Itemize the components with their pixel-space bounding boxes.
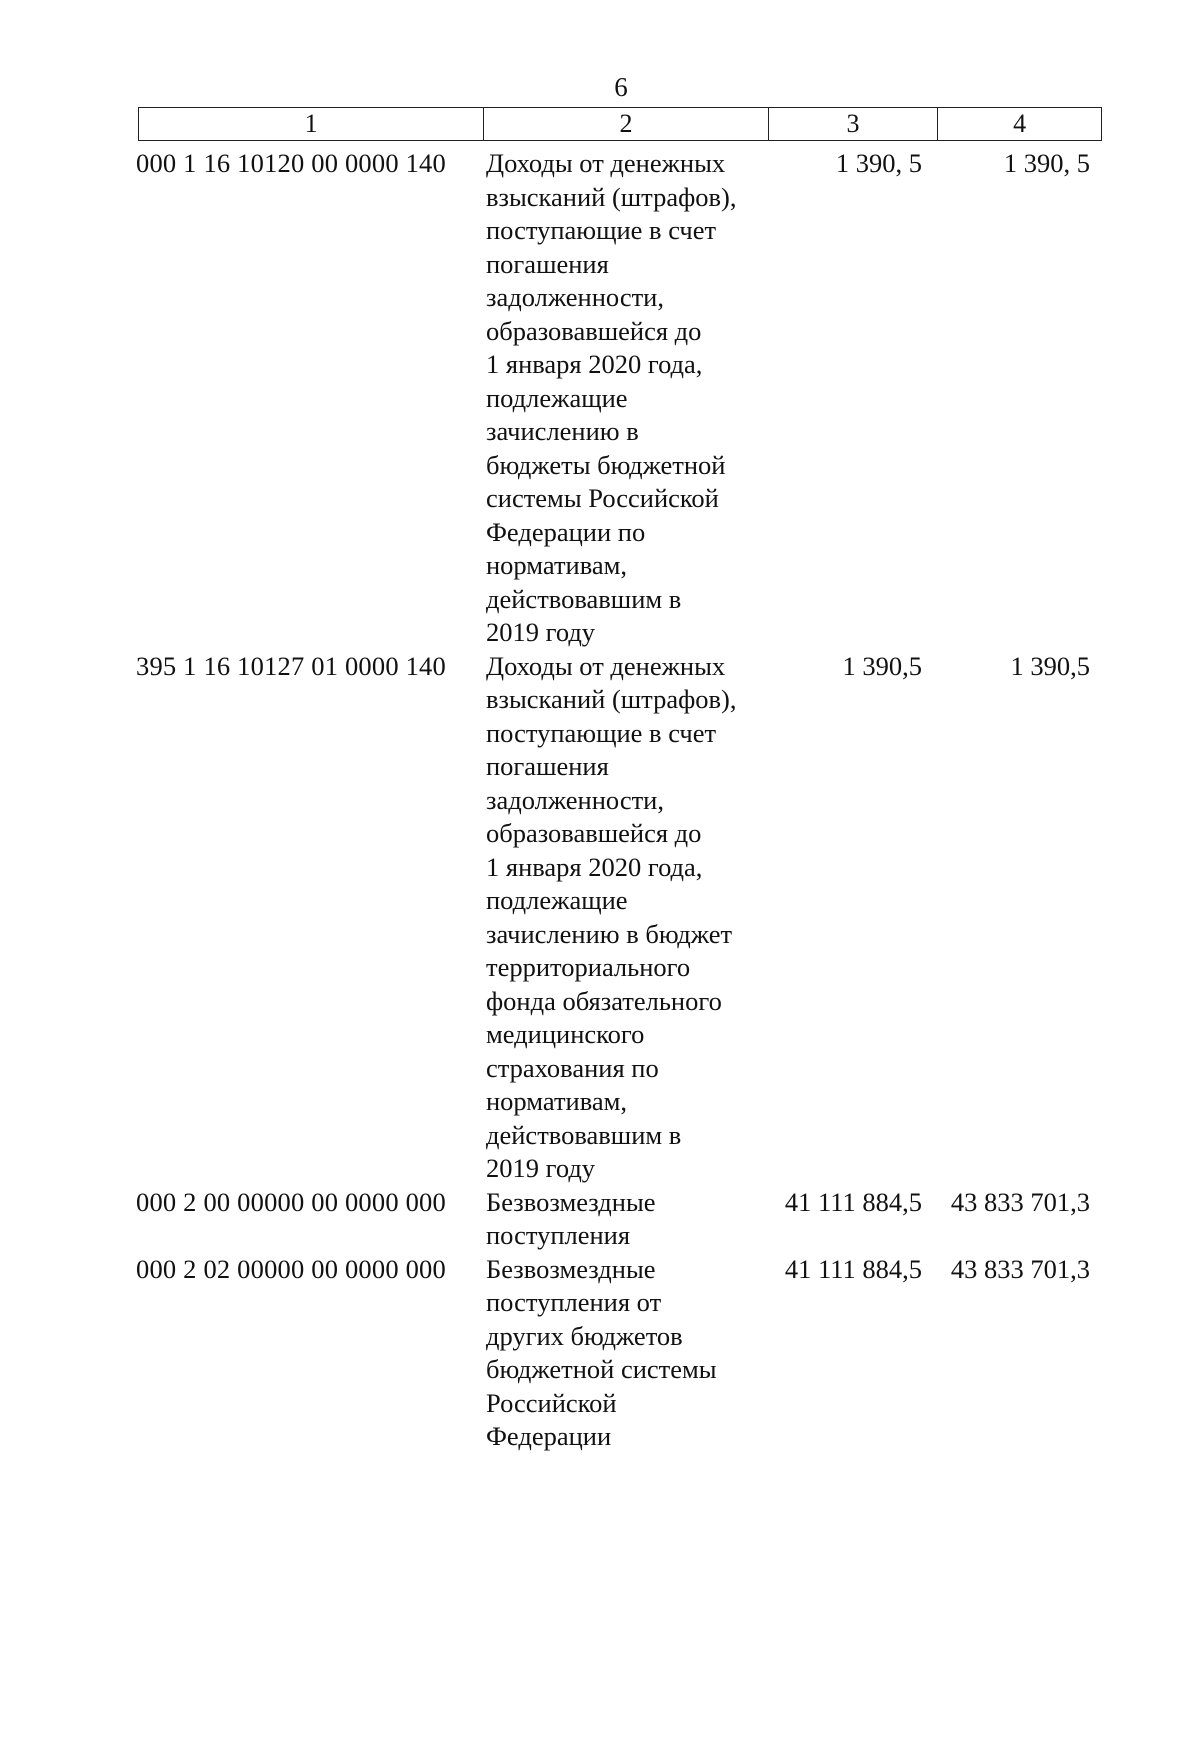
table-row: [136, 1186, 1106, 1253]
header-cell-2: 2: [484, 108, 768, 140]
amount-col4: 43 833 701,3: [950, 1253, 1090, 1284]
income-description: Безвозмездные поступления от других бюджетов бюджетной системы Российской Федерации: [486, 1253, 717, 1451]
table-body: [136, 147, 1106, 1454]
table-header: [138, 107, 1102, 141]
budget-code: 395 1 16 10127 01 0000 140: [136, 650, 446, 681]
budget-code: 000 1 16 10120 00 0000 140: [136, 148, 446, 178]
income-description: Безвозмездные поступления: [486, 1186, 656, 1250]
amount-col4: 1 390, 5: [1003, 148, 1090, 178]
table-row: [136, 650, 1106, 1186]
page-number: 6: [614, 72, 628, 102]
header-cell-1: 1: [139, 108, 484, 140]
amount-col4: 43 833 701,3: [950, 1186, 1090, 1217]
amount-col3: 41 111 884,5: [784, 1253, 922, 1284]
table-row: [136, 1253, 1106, 1454]
income-description: Доходы от денежных взысканий (штрафов), поступающие в счет погашения задолженности, образовавшейся до 1 января 2020 года, подлежащие зачислению в бюджеты бюджетной системы Российской Федерации по нормативам, действовавшим в 2019 году: [486, 148, 737, 647]
budget-code: 000 2 00 00000 00 0000 000: [136, 1186, 446, 1217]
income-description: Доходы от денежных взысканий (штрафов), поступающие в счет погашения задолженности, образовавшейся до 1 января 2020 года, подлежащие зачислению в бюджет территориального фонда обязательного медицинского страхования по нормативам, действовавшим в 2019 году: [486, 650, 737, 1183]
budget-code: 000 2 02 00000 00 0000 000: [136, 1253, 446, 1284]
amount-col3: 41 111 884,5: [784, 1186, 922, 1217]
table-row: [136, 147, 1106, 650]
amount-col3: 1 390, 5: [835, 148, 922, 178]
amount-col3: 1 390,5: [842, 650, 922, 681]
header-cell-4: 4: [1013, 109, 1027, 138]
amount-col4: 1 390,5: [1010, 650, 1090, 681]
header-cell-3: 3: [769, 108, 939, 140]
